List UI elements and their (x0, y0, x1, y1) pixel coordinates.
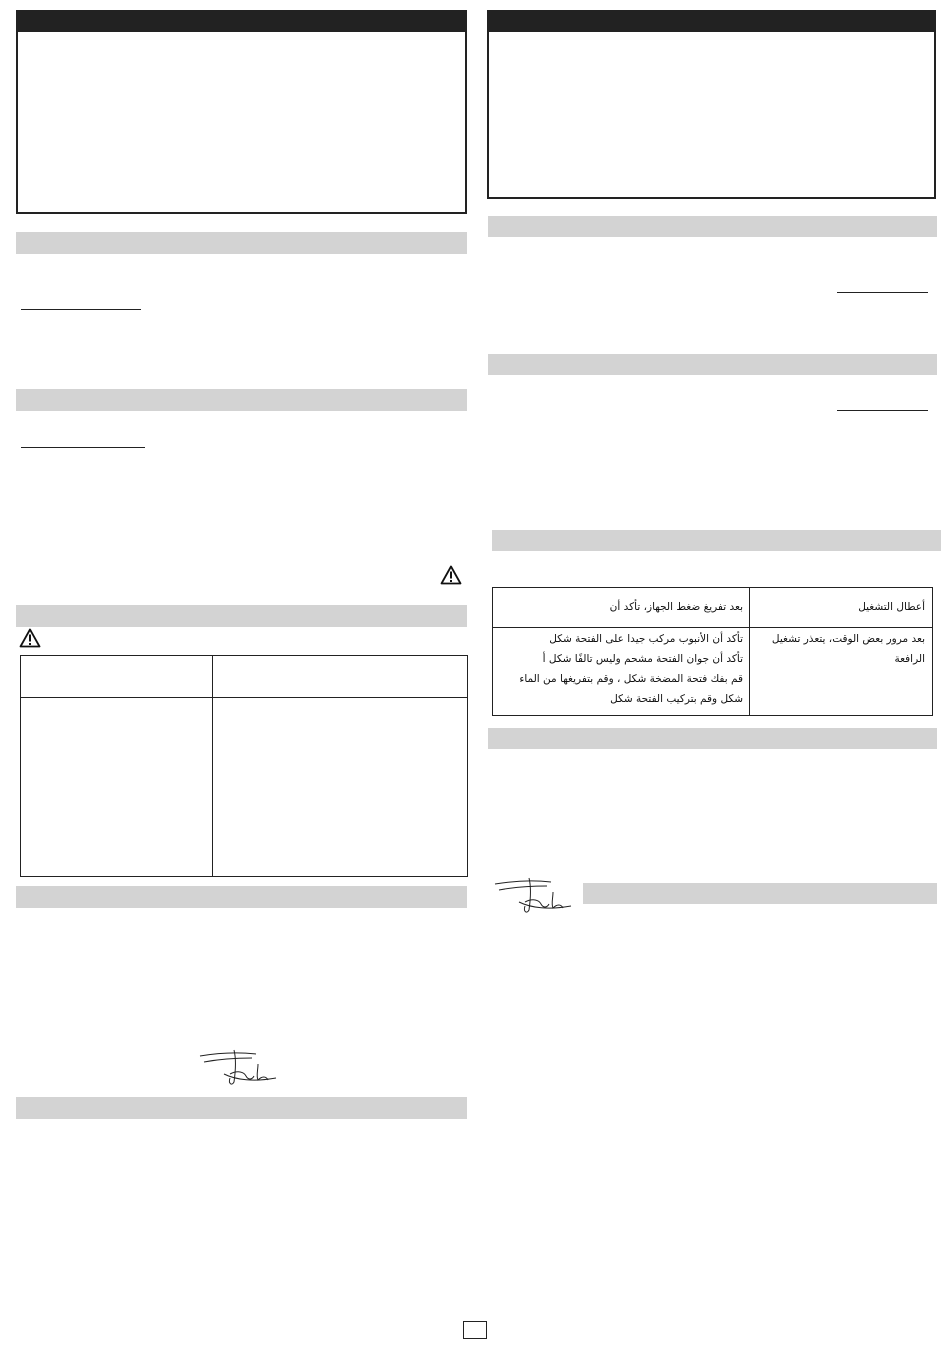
left-section-bar-2 (16, 389, 467, 411)
check-step-line: شكل وقم بتركيب الفتحة شكل (610, 693, 743, 705)
left-underline-1 (21, 309, 141, 310)
left-notice-header (18, 12, 465, 32)
warning-triangle-icon (440, 565, 462, 585)
page-number-box (463, 1321, 487, 1339)
left-underline-2 (21, 447, 145, 448)
left-section-bar-3 (16, 605, 467, 627)
signature (491, 874, 575, 918)
right-underline-2 (837, 410, 928, 411)
fault-description-line: الرافعة (894, 653, 925, 665)
fault-table (492, 587, 933, 716)
right-section-bar-4 (488, 728, 937, 749)
fault-table-divider (749, 588, 750, 715)
check-step-line: تأكد أن الأنبوب مركب جيدا على الفتحة شكل (549, 633, 743, 645)
right-underline-1 (837, 292, 928, 293)
right-section-bar-2 (488, 354, 937, 375)
fault-header-label: أعطال التشغيل (858, 601, 925, 613)
fault-description-line: بعد مرور بعض الوقت، يتعذر تشغيل (771, 633, 925, 645)
left-section-bar-5 (16, 1097, 467, 1119)
left-notice-box (16, 10, 467, 214)
right-section-bar-5 (583, 883, 937, 904)
right-section-bar-3 (492, 530, 941, 551)
left-table (20, 655, 468, 877)
check-header-label: بعد تفريغ ضغط الجهاز، تأكد أن (609, 601, 743, 613)
left-section-bar-4 (16, 886, 467, 908)
left-section-bar-1 (16, 232, 467, 254)
signature (196, 1046, 280, 1088)
right-section-bar-1 (488, 216, 937, 237)
check-step-line: تأكد أن جوان الفتحة مشحم وليس تالفًا شكل أ (542, 653, 743, 665)
right-notice-header (489, 12, 934, 32)
check-step-line: قم بفك فتحة المضخة شكل ، وقم بتفريغها من الماء (519, 673, 743, 685)
warning-triangle-icon (19, 628, 41, 648)
right-notice-box (487, 10, 936, 199)
fault-table-header-rule (493, 627, 932, 628)
left-table-divider (212, 656, 213, 876)
left-table-header-rule (21, 697, 467, 698)
